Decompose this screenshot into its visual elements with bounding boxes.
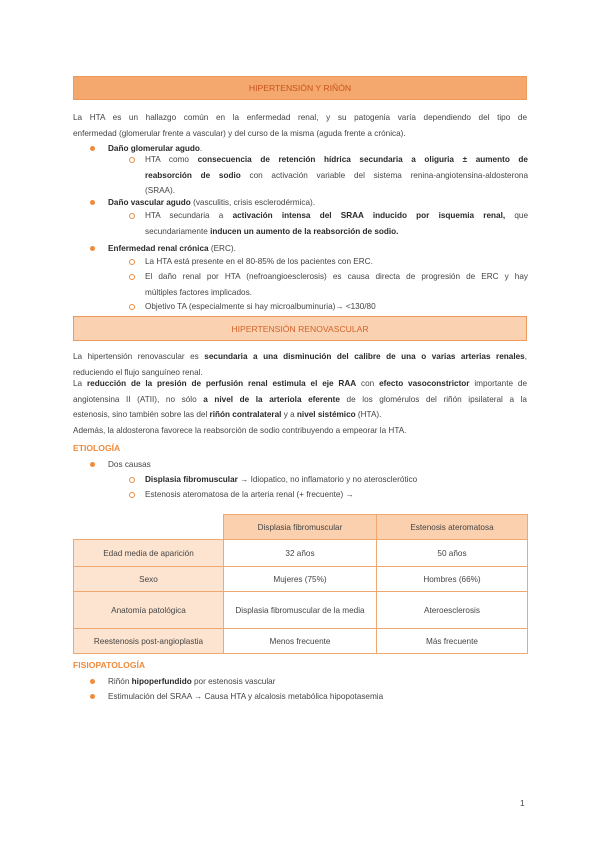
intro-line-2: enfermedad (glomerular frente a vascular) y del curso de la misma (aguda frente a crónica). (73, 128, 406, 138)
text-span: estenosis, sino también sobre las del (73, 410, 210, 419)
sub-item-estenosis: Estenosis ateromatosa de la arteria renal (+ frecuente) → (145, 490, 354, 499)
list-item-bold: Enfermedad renal crónica (108, 244, 209, 253)
sub-item-vascular (145, 208, 528, 239)
intro-line-1: La HTA es un hallazgo común en la enfermedad renal, y su patogenia varía dependiendo del tipo de (73, 113, 527, 122)
bullet-icon (90, 694, 95, 699)
sub-bullet-icon (129, 274, 135, 280)
bullet-icon (90, 146, 95, 151)
sub-bullet-icon (129, 157, 135, 163)
table-header-cell: Displasia fibromuscular (224, 515, 377, 540)
text-span: múltiples factores implicados. (145, 287, 252, 297)
list-item-estimulacion-sraa: Estimulación del SRAA → Causa HTA y alcalosis metabólica hipopotasemia (108, 692, 384, 701)
table-cell: Más frecuente (377, 629, 528, 654)
text-span: importante de (469, 379, 527, 388)
text-span: reduciendo el flujo sanguíneo renal. (73, 367, 203, 377)
sub-item-glomerular (145, 152, 528, 199)
table-row (74, 629, 528, 654)
text-span: La (73, 379, 87, 388)
bold-span: reducción de la presión de perfusión renal estimula el eje RAA (86, 379, 357, 388)
list-item-dos-causas: Dos causas (108, 460, 151, 469)
table-cell: Hombres (66%) (377, 567, 528, 592)
text-span: angiotensina II (ATII), no sólo (73, 394, 204, 404)
sub-item-erc-1: La HTA está presente en el 80-85% de los pacientes con ERC. (145, 257, 373, 266)
table-row (74, 567, 528, 592)
bold-span: hipoperfundido (131, 677, 192, 686)
bullet-icon (90, 246, 95, 251)
list-item-bold: Daño vascular agudo (108, 198, 191, 207)
bullet-icon (90, 679, 95, 684)
section-title-hta-rinon: HIPERTENSIÓN Y RIÑÓN (73, 76, 527, 100)
sub-bullet-icon (129, 304, 135, 310)
text-span: La hipertensión renovascular es (73, 352, 205, 361)
bold-span: a nivel de la arteriola eferente (203, 394, 340, 404)
comparison-table (73, 514, 528, 654)
table-row-header: Sexo (74, 567, 224, 592)
list-item-rest: . (199, 144, 203, 153)
table-cell: Mujeres (75%) (224, 567, 377, 592)
table-header-cell: Estenosis ateromatosa (377, 515, 528, 540)
bold-span: inducen un aumento de la reabsorción de sodio. (210, 226, 399, 236)
table-row-header: Reestenosis post-angioplastia (74, 629, 224, 654)
text-span: , (524, 352, 527, 361)
sub-bullet-icon (129, 259, 135, 265)
text-span: Además, la aldosterona favorece la reabsorción de sodio contribuyendo a empeorar la HTA. (73, 425, 407, 435)
table-corner (74, 515, 224, 540)
text-span: El daño renal por HTA (nefroangioesclerosis) es causa directa de progresión de ERC y hay (145, 272, 528, 281)
renovascular-paragraph-2 (73, 376, 527, 438)
text-span: → Idiopatico, no inflamatorio y no aterosclerótico (237, 475, 418, 484)
intro-paragraph (73, 110, 527, 141)
text-span: que (505, 211, 528, 220)
table-header-row (74, 515, 528, 540)
text-span: con activación variable del sistema renina-angiotensina-aldosterona (240, 170, 528, 180)
table-cell: Ateroesclerosis (377, 592, 528, 629)
sub-item-erc-2 (145, 269, 528, 300)
sub-bullet-icon (129, 492, 135, 498)
bullet-icon (90, 462, 95, 467)
bold-span: efecto vasoconstrictor (379, 379, 470, 388)
table-row-header: Anatomía patológica (74, 592, 224, 629)
table-cell: Menos frecuente (224, 629, 377, 654)
bullet-icon (90, 200, 95, 205)
sub-bullet-icon (129, 213, 135, 219)
table-row-header: Edad media de aparición (74, 540, 224, 567)
list-item-rest: (ERC). (208, 244, 236, 253)
bold-span: secundaria a una disminución del calibre de una o varias arterias renales (204, 352, 525, 361)
bold-span: riñón contralateral (209, 410, 282, 419)
bold-span: activación intensa del SRAA inducido por isquemia renal, (232, 211, 506, 220)
heading-etiologia: ETIOLOGÍA (73, 443, 121, 453)
table-row (74, 592, 528, 629)
table-cell: 50 años (377, 540, 528, 567)
bold-span: nivel sistémico (296, 410, 356, 419)
list-item-rinon-hipoperfundido (108, 674, 528, 690)
section-title-renovascular: HIPERTENSIÓN RENOVASCULAR (73, 316, 527, 341)
page-number: 1 (520, 798, 525, 808)
text-span: (SRAA). (145, 186, 176, 195)
bold-span: reabsorción de sodio (145, 170, 241, 180)
text-span: por estenosis vascular (191, 677, 276, 686)
list-item-bold: Daño glomerular agudo (108, 144, 200, 153)
table-cell: Displasia fibromuscular de la media (224, 592, 377, 629)
text-span: con (356, 379, 380, 388)
text-span: Riñón (108, 677, 132, 686)
heading-fisiopatologia: FISIOPATOLOGÍA (73, 660, 146, 670)
list-item-rest: (vasculitis, crisis esclerodérmica). (190, 198, 316, 207)
text-span: HTA como (145, 155, 198, 164)
text-span: secundariamente (145, 226, 211, 236)
table-row (74, 540, 528, 567)
sub-item-erc-3: Objetivo TA (especialmente si hay microalbuminuria)→ <130/80 (145, 302, 376, 311)
table-cell: 32 años (224, 540, 377, 567)
bold-span: consecuencia de retención hídrica secundaria a oliguria ± aumento de (197, 155, 528, 164)
text-span: de los glomérulos del riñón ipsilateral a la (339, 394, 527, 404)
sub-item-displasia (145, 472, 528, 488)
text-span: y a (281, 410, 297, 419)
bold-span: Displasia fibromuscular (145, 475, 238, 484)
text-span: (HTA). (355, 410, 382, 419)
sub-bullet-icon (129, 477, 135, 483)
text-span: HTA secundaria a (145, 211, 233, 220)
